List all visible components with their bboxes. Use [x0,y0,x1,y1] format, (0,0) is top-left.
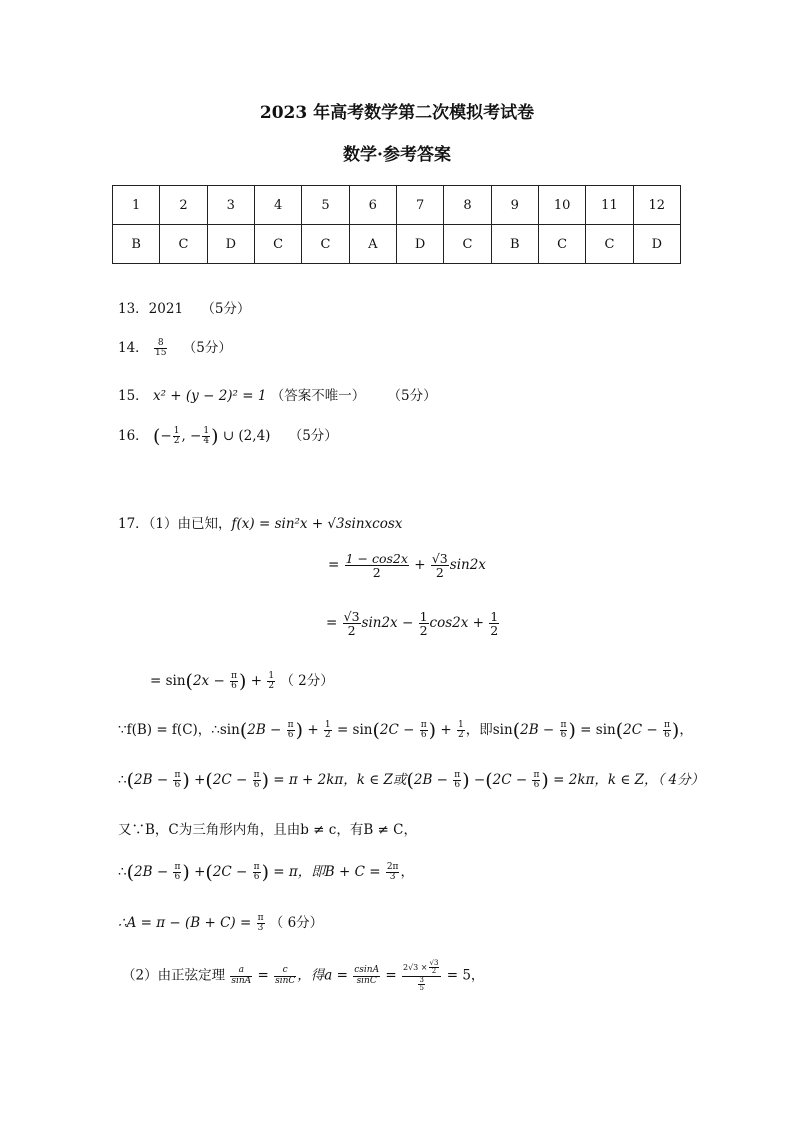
answer-cell: C [586,225,633,264]
q16-minus: − [160,428,172,444]
answer-15 [118,384,437,404]
q17-line7: ∴(2B − $\frac{\pi}{6}$ ) +(2C − $\frac{\pi}{6}$ ) = π，即B + C = $\frac{2\pi}{3}$ ， [118,861,414,884]
plus-sign: + [440,722,452,738]
page-title: 2023 年高考数学第二次模拟考试卷 [259,103,535,123]
l9-result: = 5， [446,967,485,984]
q16-sep: , − [181,428,202,444]
q15-label: 15． [118,388,149,404]
step2-frac-a: $\frac{√3}{2}$ [343,609,360,639]
q17-part2 [122,960,484,992]
big-fraction: 2√3 × $\frac{√3}{2}$ $\frac{3}{5}$ [402,960,441,992]
l4-a: ∵f(B) = f(C)，∴sin [118,722,240,738]
pi-over-6: $\frac{\pi}{6}$ [663,719,670,740]
l6-text: 又∵B，C为三角形内角，且由b ≠ c，有B ≠ C， [118,822,417,838]
l4-d: = sin [336,722,373,738]
a-over-sinA: $\frac{a}{\sin A}$ [231,965,252,986]
answer-cell: D [207,225,254,264]
question-number-cell: 9 [491,186,538,225]
question-number-cell: 12 [633,186,680,225]
l9-b: ，得a = [297,967,348,984]
plus-sign: + [194,772,206,788]
half-fraction: $\frac{1}{2}$ [458,719,464,740]
l7-e: = π，即B + C = [273,864,381,880]
answer-cell: C [302,225,349,264]
answer-16: 16． (− $\frac{1}{2}$ , − $\frac{1}{4}$ ) ∪ (2,4) （5分） [118,425,338,448]
step2-frac-b: $\frac{1}{2}$ [419,609,428,639]
q17-step3: = sin(2x − $\frac{\pi}{6}$ ) + $\frac{1}{2}$ （ 2分） [150,670,334,693]
step1-tail: sin2x [449,557,486,574]
pi-over-3: $\frac{\pi}{3}$ [257,912,264,933]
q14-score: （5分） [182,340,232,356]
question-number-cell: 7 [396,186,443,225]
q16-union: ∪ (2,4) [222,428,271,444]
q17-step1 [328,552,486,579]
q17-line4: ∵f(B) = f(C)，∴sin(2B − $\frac{\pi}{6}$ ) + $\frac{1}{2}$ = sin(2C − $\frac{\pi}{6}$ ) + $\frac{1}{2}$ ，即sin(2B − $\frac{\pi}{6}$ ) = sin(2C − $\frac{\pi}{6}$ )， [118,719,693,742]
l7-d: 2C − [212,864,248,880]
q13-label: 13．2021 [118,301,184,317]
answer-cell: A [349,225,396,264]
q14-label: 14． [118,340,149,356]
l5-f: 2B − [413,772,448,788]
q17-fx: f(x) = sin²x + √3sinxcosx [231,516,403,532]
q17-line6 [118,818,417,838]
csinA-over-sinC: $\frac{csinA}{\sin C}$ [354,965,380,986]
two-pi-over-3: $\frac{2\pi}{3}$ [386,861,399,882]
question-number-cell: 2 [160,186,207,225]
q17-step2 [326,610,500,637]
l4-k: ， [679,722,693,738]
answer-cell: B [491,225,538,264]
equals-sign: = [257,967,269,984]
q17-intro [118,512,402,532]
q17-intro-text: 17．（1）由已知， [118,516,232,532]
q13-score: （5分） [201,301,251,317]
step2-mid: sin2x − [361,615,414,632]
equals-sign: = [328,557,340,574]
question-number-cell: 8 [444,186,491,225]
pi-over-6: $\frac{\pi}{6}$ [174,769,181,790]
plus-sign: + [250,673,263,689]
answer-table-number-row [113,186,681,225]
answer-cell: B [113,225,160,264]
page-subtitle: 数学·参考答案 [343,145,451,165]
step2-frac-c: $\frac{1}{2}$ [490,609,499,639]
equals-sign: = [326,615,338,632]
q17-line5: ∴(2B − $\frac{\pi}{6}$ ) +(2C − $\frac{\pi}{6}$ ) = π + 2kπ，k ∈ Z或(2B − $\frac{\pi}{6}$ ) −(2C − $\frac{\pi}{6}$ ) = 2kπ，k ∈ Z，（ 4分） [118,769,705,792]
answer-cell: C [444,225,491,264]
answer-cell: C [538,225,585,264]
question-number-cell: 1 [113,186,160,225]
q16-label: 16． [118,428,149,444]
plus-sign: + [194,864,206,880]
plus-sign: + [307,722,319,738]
question-number-cell: 4 [254,186,301,225]
pi-over-6: $\frac{\pi}{6}$ [560,719,567,740]
l4-e: 2C − [379,722,415,738]
pi-over-6: $\frac{\pi}{6}$ [253,861,260,882]
l4-g: ，即sin [465,722,513,738]
pi-over-6: $\frac{\pi}{6}$ [231,670,237,691]
l7-f: ， [400,864,414,880]
pi-over-6: $\frac{\pi}{6}$ [454,769,461,790]
l4-i: = sin [580,722,616,738]
step2-tail: cos2x + [429,615,484,632]
step3-inner: 2x − [192,673,225,689]
q15-score: （5分） [387,388,437,404]
l5-h: 2C − [492,772,528,788]
therefore-sign: ∴ [118,864,127,880]
pi-over-6: $\frac{\pi}{6}$ [420,719,427,740]
l4-b: 2B − [247,722,282,738]
step1-frac-a: $\frac{1 - \cos 2x}{2}$ [345,551,408,581]
l8-a: ∴A = π − (B + C) = [118,915,252,931]
q16-frac-b: $\frac{1}{4}$ [203,425,210,446]
step3-head: = sin [150,673,186,689]
answer-13 [118,297,250,317]
l7-b: 2B − [134,864,169,880]
answer-cell: D [396,225,443,264]
therefore-sign: ∴ [118,772,127,788]
plus-sign: + [414,557,426,574]
answer-cell: C [254,225,301,264]
pi-over-6: $\frac{\pi}{6}$ [174,861,181,882]
q17-line8 [118,911,323,933]
c-over-sinC: $\frac{c}{\sin C}$ [275,965,296,986]
q16-score: （5分） [288,428,338,444]
answer-14 [118,336,232,358]
question-number-cell: 10 [538,186,585,225]
question-number-cell: 5 [302,186,349,225]
question-number-cell: 6 [349,186,396,225]
l5-e: = π + 2kπ，k ∈ Z或 [273,772,407,788]
pi-over-6: $\frac{\pi}{6}$ [253,769,260,790]
pi-over-6: $\frac{\pi}{6}$ [287,719,294,740]
l5-i: = 2kπ，k ∈ Z，（ 4分） [553,772,705,788]
l8-score: （ 6分） [269,915,324,931]
pi-over-6: $\frac{\pi}{6}$ [533,769,540,790]
answer-table-answer-row [113,225,681,264]
question-number-cell: 3 [207,186,254,225]
q14-fraction: $\frac{8}{15}$ [154,337,167,358]
q16-frac-a: $\frac{1}{2}$ [173,425,180,446]
equals-sign: = [385,967,397,984]
q15-note: （答案不唯一） [270,388,366,404]
step3-score: （ 2分） [280,673,334,689]
l4-h: 2B − [520,722,555,738]
half-fraction: $\frac{1}{2}$ [324,719,331,740]
question-number-cell: 11 [586,186,633,225]
l5-b: 2B − [134,772,169,788]
answer-table [112,185,681,264]
half-fraction: $\frac{1}{2}$ [268,670,275,691]
l4-j: 2C − [623,722,658,738]
answer-cell: C [160,225,207,264]
q15-equation: x² + (y − 2)² = 1 [152,388,267,404]
l9-a: （2）由正弦定理 [122,967,226,984]
minus-sign: − [473,772,486,788]
l5-d: 2C − [212,772,248,788]
answer-cell: D [633,225,680,264]
step1-frac-b: $\frac{√3}{2}$ [431,551,448,581]
